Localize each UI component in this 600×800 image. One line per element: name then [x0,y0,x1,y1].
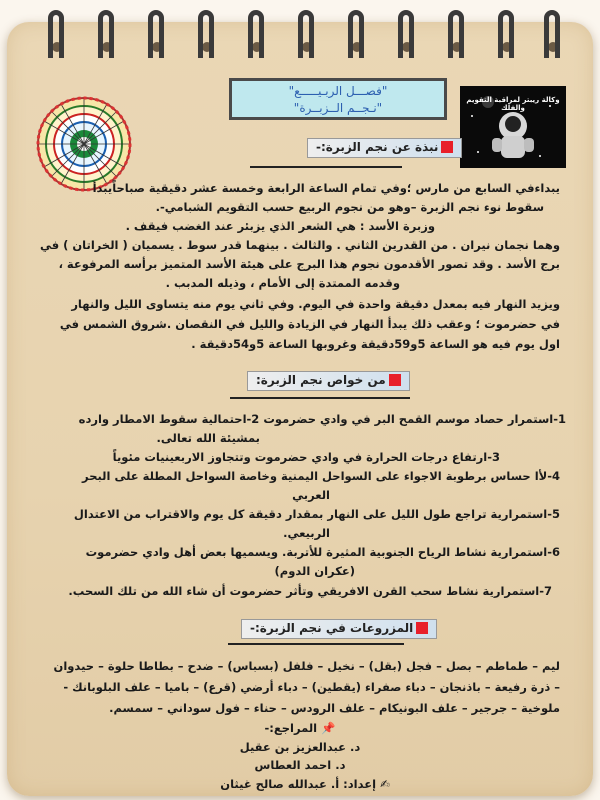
reference-item: د. عبدالعزيز بن عقيل [239,740,361,754]
about-line: يبداءفي السابع من مارس ؛وفي تمام الساعة الرابعة وخمسة عشر دقيقية صباحاًيبدأ [92,181,560,195]
about-line: ويزيد النهار فيه بمعدل دقيقة واحدة في اليوم. وفي ثاني يوم منه يتساوى الليل والنهار [71,297,560,311]
property-line: العربي [292,488,330,502]
references-pin-icon: 📌 [321,721,336,735]
zodiac-wheel-icon [36,96,132,192]
banner-season: "فصـــل الربـيـــــع" [288,84,388,98]
crops-line: – ذرة رفيعة – باذنجان – دباء صفراء (يقطين) – دباء أرضي (قرع) – باميا – علف البلوبانك - [63,680,560,694]
divider [228,643,404,645]
title-banner [229,78,447,120]
property-line: الربيعي. [283,526,330,540]
property-line: 1-استمرار حصاد موسم القمح البر في وادي حضرموت 2-احتمالية سقوط الامطار وارده [78,412,566,426]
crops-line: ليم – طماطم – بصل – فجل (بقل) – نخيل – فلفل (بسباس) – ضدح – بطاطا حلوة – حيدوان [53,659,560,673]
about-line: وقدمه الممتدة إلى الأمام ، وذيله المدبب . [165,276,400,290]
references-title: 📌 المراجع:- [264,721,336,735]
property-line: 3-ارتفاع درجات الحرارة في وادي حضرموت وتتجاوز الاربعينيات مئوياً [112,450,500,464]
about-line: برج الأسد . وقد تصور الأقدمون نجوم هذا البرج على هيئة الأسد المتميز برأسه المرفوعة ، [58,257,560,271]
about-line: وزبرة الأسد : هي الشعر الذي يزبئر عند الغضب فيقف . [125,219,435,233]
property-line: (عكران الدوم) [274,564,355,578]
property-line: بمشيئة الله تعالى. [156,431,260,445]
crops-line: ملوخية – جرجير – علف البونيكام – علف الرودس – حناء – فول سوداني – سمسم. [109,701,560,715]
divider [250,166,402,168]
section-heading-properties: من خواص نجم الزبرة: [247,371,410,391]
divider [230,397,410,399]
banner-star: "نـجــم الــزبــرة" [293,101,383,115]
about-line: في حضرموت ؛ وعقب ذلك يبدأ النهار في الزيادة والليل في النقصان .شروق الشمس في [59,317,560,331]
section-heading-crops: المزروعات في نجم الزبرة:- [241,619,437,639]
spiral-binding [0,0,600,60]
section-heading-about: نبذة عن نجم الزبرة:- [307,138,462,158]
logo-caption: وكالة ريبتر لمراقبة التقويم والفلك [466,96,560,112]
pencil-icon: ✍ [380,777,390,791]
property-line: 7-استمرارية نشاط سحب القرن الافريقي وتأثر حضرموت أن شاء الله من تلك السحب. [68,584,552,598]
reference-item: د. احمد العطاس [254,758,346,772]
about-line: سقوط نوء نجم الزبرة –وهو من نجوم الربيع حسب التقويم الشبامي-. [155,200,544,214]
about-line: وهما نجمان نيران . من القدرين الثاني . والثالث . بينهما قدر سوط . يسميان ( الخراتان ) في [39,238,560,252]
about-line: اول يوم فيه هو الساعة 5و59دقيقة وغروبها الساعة 5و54دقيقة . [191,337,560,351]
prepared-by: ✍ إعداد: أ. عبدالله صالح غيثان [220,777,390,791]
astronaut-logo [460,86,566,168]
property-line: 4-لأا حساس برطوبة الاجواء على السواحل اليمنية وخاصة السواحل المطلة على البحر [82,469,560,483]
property-line: 5-استمرارية تراجع طول الليل على النهار بمقدار دقيقة كل يوم والاقتراب من الاعتدال [73,507,560,521]
property-line: 6-استمرارية نشاط الرياح الجنوبية المثيرة للأتربة. ويسميها بعض أهل وادي حضرموت [85,545,560,559]
